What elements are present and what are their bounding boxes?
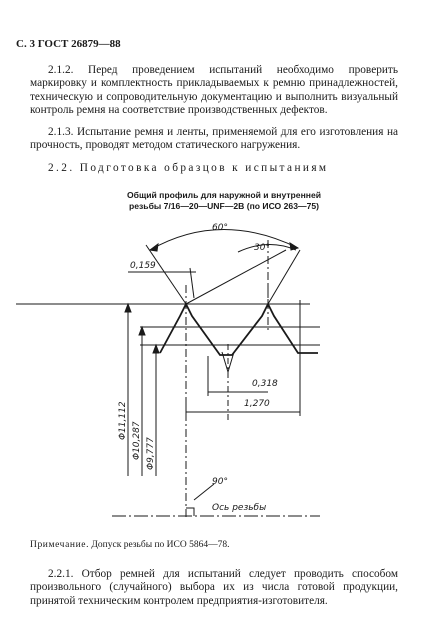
- paragraph-2-1-2: 2.1.2. Перед проведением испытаний необходимо проверить маркировку и комплектность прикладываемых к ремню принадлежностей, техническую и сопроводительную документацию и выполнить визуальный контроль ремня на соответствие производственных дефектов.: [30, 64, 398, 117]
- label-0318: 0,318: [252, 379, 278, 389]
- arrow-9777: [153, 345, 159, 353]
- paragraph-2-2-1: 2.2.1. Отбор ремней для испытаний следует проводить способом произвольного (случайного) выбора их из числа готовой продукции, принятой техническим контролем предприятия-изготовителя.: [30, 568, 398, 607]
- thread-profile-line: [160, 304, 318, 355]
- angle-90-leader: [194, 484, 214, 500]
- flank-extension-right: [186, 250, 286, 304]
- note-lead: Примечание.: [30, 540, 90, 550]
- flank-extension-left: [146, 245, 186, 304]
- label-angle-30: 30°: [254, 243, 270, 253]
- arrow-11112: [125, 304, 131, 312]
- note-text: Допуск резьбы по ИСО 5864—78.: [91, 540, 230, 550]
- figure-note: [30, 540, 229, 550]
- label-1270: 1,270: [244, 399, 270, 409]
- page-header: С. 3 ГОСТ 26879—88: [16, 38, 121, 50]
- label-angle-90: 90°: [212, 477, 228, 487]
- label-thread-axis: Ось резьбы: [212, 503, 267, 513]
- angle-90-mark: [186, 508, 194, 516]
- label-10287: Φ10,287: [132, 421, 142, 460]
- figure-title-line1: Общий профиль для наружной и внутренней: [126, 190, 322, 200]
- label-0159: 0,159: [130, 261, 156, 271]
- flank-extension-right2: [268, 250, 300, 304]
- paragraph-2-1-3: 2.1.3. Испытание ремня и ленты, применяемой для его изготовления на прочность, проводят методом статического нагружения.: [30, 126, 398, 152]
- section-heading-2-2: 2.2. Подготовка образцов к испытаниям: [48, 162, 329, 174]
- figure-title-line2: резьбы 7/16—20—UNF—2B (по ИСО 263—75): [128, 201, 319, 211]
- arrow-10287: [139, 327, 145, 335]
- label-11112: Φ11,112: [118, 401, 128, 440]
- label-angle-60: 60°: [212, 223, 228, 233]
- label-9777: Φ9,777: [146, 437, 156, 470]
- arrow-60-left: [150, 244, 158, 251]
